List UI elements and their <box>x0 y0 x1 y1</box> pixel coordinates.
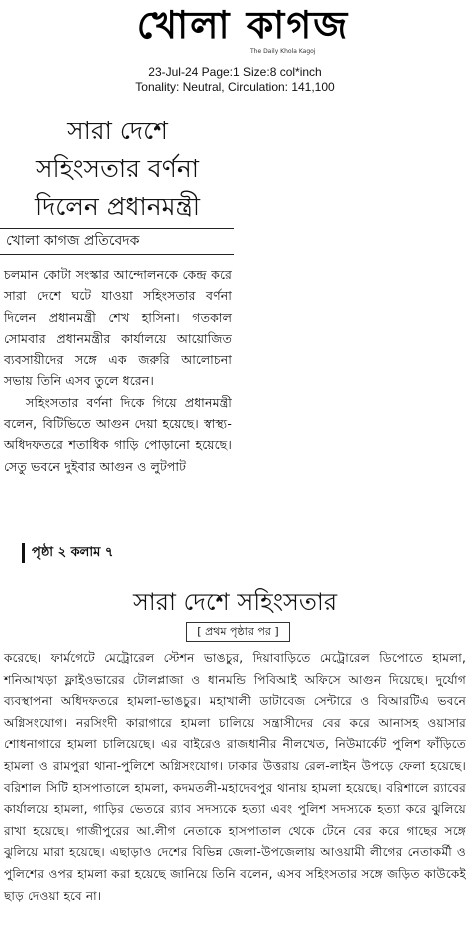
headline-line-1: সারা দেশে <box>67 116 168 145</box>
article-paragraph-2: সহিংসতার বর্ণনা দিকে গিয়ে প্রধানমন্ত্রী বলেন, বিটিভিতে আগুন দেয়া হয়েছে। স্বাস্থ্য-অধিদফতরে শতাধিক গাড়ি পোড়ানো হয়েছে। সেতু ভবনে দুইবার আগুন ও লুটপাট <box>4 394 232 474</box>
byline-top-rule <box>0 228 234 229</box>
masthead <box>0 0 470 62</box>
byline-bottom-rule <box>0 254 234 255</box>
article-headline <box>0 112 235 226</box>
jump-marker-bar <box>22 543 25 563</box>
jump-reference: পৃষ্ঠা ২ কলাম ৭ <box>32 545 114 560</box>
continued-from-label: [ প্রথম পৃষ্ঠার পর ] <box>186 622 290 642</box>
headline-line-3: দিলেন প্রধানমন্ত্রী <box>34 192 201 221</box>
headline-line-2: সহিংসতার বর্ণনা <box>36 154 199 183</box>
continuation-headline: সারা দেশে সহিংসতার <box>132 588 338 616</box>
newspaper-logo: খোলা কাগজ <box>136 3 350 47</box>
clipping-meta-line1: 23-Jul-24 Page:1 Size:8 col*inch <box>148 65 322 79</box>
clipping-meta-line2: Tonality: Neutral, Circulation: 141,100 <box>135 80 335 94</box>
continuation-body: করেছে। ফার্মগেটে মেট্রোরেল স্টেশন ভাঙচুর, দিয়াবাড়িতে মেট্রোরেল ডিপোতে হামলা, শনিআখড়া ফ্লাইওভারের টোলপ্লাজা ও ধানমন্ডি পিবিআই অফিসে আগুন দিয়েছে। দুর্যোগ ব্যবস্থাপনা অধিদফতরে হামলা-ভাঙচুর। মহাখালী ডাটাবেজ সেন্টারে ও বিআরটিএ ভবনে অগ্নিসংযোগ। নরসিংদী কারাগারে হামলা চালিয়ে সন্ত্রাসীদের বের করে আনাসহ ওয়াসার শোধনাগারে হামলা চালিয়েছে। এর বাইরেও রাজধানীর নীলখেত, নিউমার্কেট পুলিশ ফাঁড়িতে হামলা ও রামপুরা থানা-পুলিশে অগ্নিসংযোগ। ঢাকার উত্তরায় রেল-লাইন উপড়ে ফেলা হয়েছে। বরিশাল সিটি হাসপাতালে হামলা, কদমতলী-মহাদেবপুর থানায় হামলা হয়েছে। বরিশালে র‍্যাবের কার্যালয়ে হামলা, গাড়ির ভেতরে র‍্যাব সদস্যকে হত্যা এবং পুলিশ সদস্যকে হত্যা করে ঝুলিয়ে রাখা হয়েছে। গাজীপুরের আ.লীগ নেতাকে হাসপাতাল থেকে টেনে বের করে গাছের সঙ্গে ঝুলিয়ে মারা হয়েছে। এছাড়াও দেশের বিভিন্ন জেলা-উপজেলায় আওয়ামী লীগের নেতাকর্মী ও পুলিশের ওপর হামলা করা হয়েছে জানিয়ে তিনি বলেন, এসব সহিংসতার সঙ্গে জড়িত কাউকেই ছাড় দেওয়া হবে না। <box>4 651 466 903</box>
article-body <box>4 264 232 477</box>
article-paragraph-1: চলমান কোটা সংস্কার আন্দোলনকে কেন্দ্র করে সারা দেশে ঘটে যাওয়া সহিংসতার বর্ণনা দিলেন প্রধানমন্ত্রী শেখ হাসিনা। গতকাল সোমবার প্রধানমন্ত্রীর কার্যালয়ে আয়োজিত ব্যবসায়ীদের সঙ্গে এক জরুরি আলোচনা সভায় তিনি এসব তুলে ধরেন। <box>4 267 232 389</box>
byline: খোলা কাগজ প্রতিবেদক <box>6 233 140 249</box>
newspaper-tagline: The Daily Khola Kagoj <box>250 48 316 55</box>
